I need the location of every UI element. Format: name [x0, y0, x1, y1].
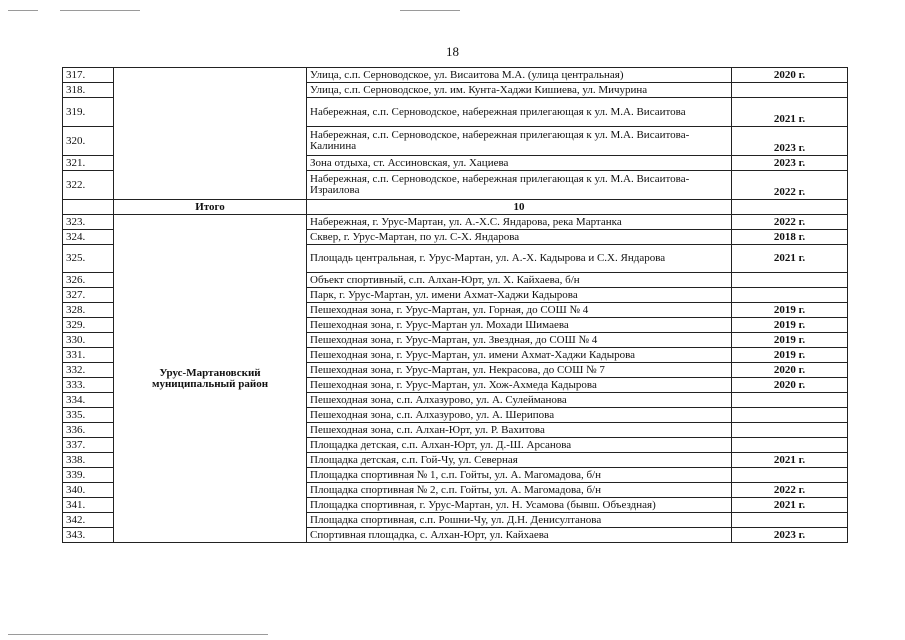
object-description: Спортивная площадка, с. Алхан-Юрт, ул. Кайхаева — [307, 528, 732, 543]
row-number: 331. — [63, 348, 114, 363]
year-cell: 2022 г. — [732, 171, 848, 200]
row-number: 321. — [63, 156, 114, 171]
object-description: Пешеходная зона, г. Урус-Мартан, ул. Хож-Ахмеда Кадырова — [307, 378, 732, 393]
row-number: 327. — [63, 288, 114, 303]
year-cell: 2019 г. — [732, 318, 848, 333]
object-description: Пешеходная зона, г. Урус-Мартан, ул. Горная, до СОШ № 4 — [307, 303, 732, 318]
object-description: Набережная, с.п. Серноводское, набережная прилегающая к ул. М.А. Висаитова-Израилова — [307, 171, 732, 200]
object-description: Набережная, с.п. Серноводское, набережная прилегающая к ул. М.А. Висаитова-Калинина — [307, 127, 732, 156]
object-description: Пешеходная зона, с.п. Алхан-Юрт, ул. Р. Вахитова — [307, 423, 732, 438]
object-description: Сквер, г. Урус-Мартан, по ул. С-Х. Яндарова — [307, 230, 732, 245]
object-description: Пешеходная зона, г. Урус-Мартан, ул. имени Ахмат-Хаджи Кадырова — [307, 348, 732, 363]
year-cell: 2020 г. — [732, 68, 848, 83]
object-description: Объект спортивный, с.п. Алхан-Юрт, ул. Х. Кайхаева, б/н — [307, 273, 732, 288]
row-number: 335. — [63, 408, 114, 423]
year-cell: 2023 г. — [732, 156, 848, 171]
year-cell: 2021 г. — [732, 498, 848, 513]
row-number: 336. — [63, 423, 114, 438]
row-number: 329. — [63, 318, 114, 333]
table-row — [63, 68, 848, 83]
scan-artifact-top-right — [400, 10, 460, 11]
year-cell — [732, 513, 848, 528]
year-cell: 2020 г. — [732, 363, 848, 378]
object-description: Набережная, с.п. Серноводское, набережная прилегающая к ул. М.А. Висаитова — [307, 98, 732, 127]
year-cell: 2020 г. — [732, 378, 848, 393]
row-number: 319. — [63, 98, 114, 127]
year-cell — [732, 423, 848, 438]
object-description: Пешеходная зона, г. Урус-Мартан, ул. Звездная, до СОШ № 4 — [307, 333, 732, 348]
row-number: 339. — [63, 468, 114, 483]
object-description: Улица, с.п. Серноводское, ул. им. Кунта-Хаджи Кишиева, ул. Мичурина — [307, 83, 732, 98]
year-cell: 2021 г. — [732, 453, 848, 468]
object-description: Пешеходная зона, г. Урус-Мартан, ул. Некрасова, до СОШ № 7 — [307, 363, 732, 378]
object-description: Пешеходная зона, г. Урус-Мартан ул. Мохади Шимаева — [307, 318, 732, 333]
object-description: Зона отдыха, ст. Ассиновская, ул. Хациева — [307, 156, 732, 171]
total-label: Итого — [114, 200, 307, 215]
district-name: Урус-Мартановский муниципальный район — [114, 215, 307, 543]
total-row-number-empty — [63, 200, 114, 215]
year-cell: 2023 г. — [732, 528, 848, 543]
year-cell: 2023 г. — [732, 127, 848, 156]
year-cell — [732, 438, 848, 453]
row-number: 332. — [63, 363, 114, 378]
row-number: 340. — [63, 483, 114, 498]
total-value: 10 — [307, 200, 732, 215]
object-description: Улица, с.п. Серноводское, ул. Висаитова М.А. (улица центральная) — [307, 68, 732, 83]
total-row — [63, 200, 848, 215]
total-year-empty — [732, 200, 848, 215]
object-description: Площадка спортивная, г. Урус-Мартан, ул. Н. Усамова (бывш. Объездная) — [307, 498, 732, 513]
year-cell: 2018 г. — [732, 230, 848, 245]
object-description: Набережная, г. Урус-Мартан, ул. А.-Х.С. Яндарова, река Мартанка — [307, 215, 732, 230]
facilities-table-body — [63, 68, 848, 543]
row-number: 324. — [63, 230, 114, 245]
row-number: 333. — [63, 378, 114, 393]
row-number: 318. — [63, 83, 114, 98]
year-cell: 2019 г. — [732, 333, 848, 348]
row-number: 325. — [63, 245, 114, 273]
object-description: Площадка спортивная № 1, с.п. Гойты, ул. А. Магомадова, б/н — [307, 468, 732, 483]
year-cell — [732, 468, 848, 483]
row-number: 326. — [63, 273, 114, 288]
row-number: 338. — [63, 453, 114, 468]
year-cell — [732, 273, 848, 288]
scan-artifact-top-middle — [60, 10, 140, 11]
object-description: Площадка детская, с.п. Алхан-Юрт, ул. Д.-Ш. Арсанова — [307, 438, 732, 453]
row-number: 341. — [63, 498, 114, 513]
row-number: 342. — [63, 513, 114, 528]
object-description: Площадка спортивная, с.п. Рошни-Чу, ул. Д.Н. Денисултанова — [307, 513, 732, 528]
year-cell — [732, 393, 848, 408]
year-cell: 2019 г. — [732, 303, 848, 318]
district-cell-empty — [114, 68, 307, 200]
table-row — [63, 215, 848, 230]
facilities-table — [62, 67, 848, 543]
row-number: 322. — [63, 171, 114, 200]
year-cell: 2021 г. — [732, 98, 848, 127]
object-description: Пешеходная зона, с.п. Алхазурово, ул. А. Сулейманова — [307, 393, 732, 408]
year-cell — [732, 408, 848, 423]
object-description: Площадь центральная, г. Урус-Мартан, ул. А.-Х. Кадырова и С.Х. Яндарова — [307, 245, 732, 273]
page-number: 18 — [446, 44, 459, 59]
year-cell — [732, 83, 848, 98]
object-description: Площадка детская, с.п. Гой-Чу, ул. Северная — [307, 453, 732, 468]
row-number: 320. — [63, 127, 114, 156]
row-number: 337. — [63, 438, 114, 453]
year-cell: 2019 г. — [732, 348, 848, 363]
year-cell: 2022 г. — [732, 483, 848, 498]
year-cell: 2022 г. — [732, 215, 848, 230]
row-number: 330. — [63, 333, 114, 348]
row-number: 343. — [63, 528, 114, 543]
row-number: 334. — [63, 393, 114, 408]
scan-artifact-bottom — [8, 634, 268, 635]
year-cell: 2021 г. — [732, 245, 848, 273]
row-number: 323. — [63, 215, 114, 230]
object-description: Парк, г. Урус-Мартан, ул. имени Ахмат-Хаджи Кадырова — [307, 288, 732, 303]
object-description: Площадка спортивная № 2, с.п. Гойты, ул. А. Магомадова, б/н — [307, 483, 732, 498]
row-number: 328. — [63, 303, 114, 318]
year-cell — [732, 288, 848, 303]
object-description: Пешеходная зона, с.п. Алхазурово, ул. А. Шерипова — [307, 408, 732, 423]
scan-artifact-top-left — [8, 10, 38, 11]
row-number: 317. — [63, 68, 114, 83]
